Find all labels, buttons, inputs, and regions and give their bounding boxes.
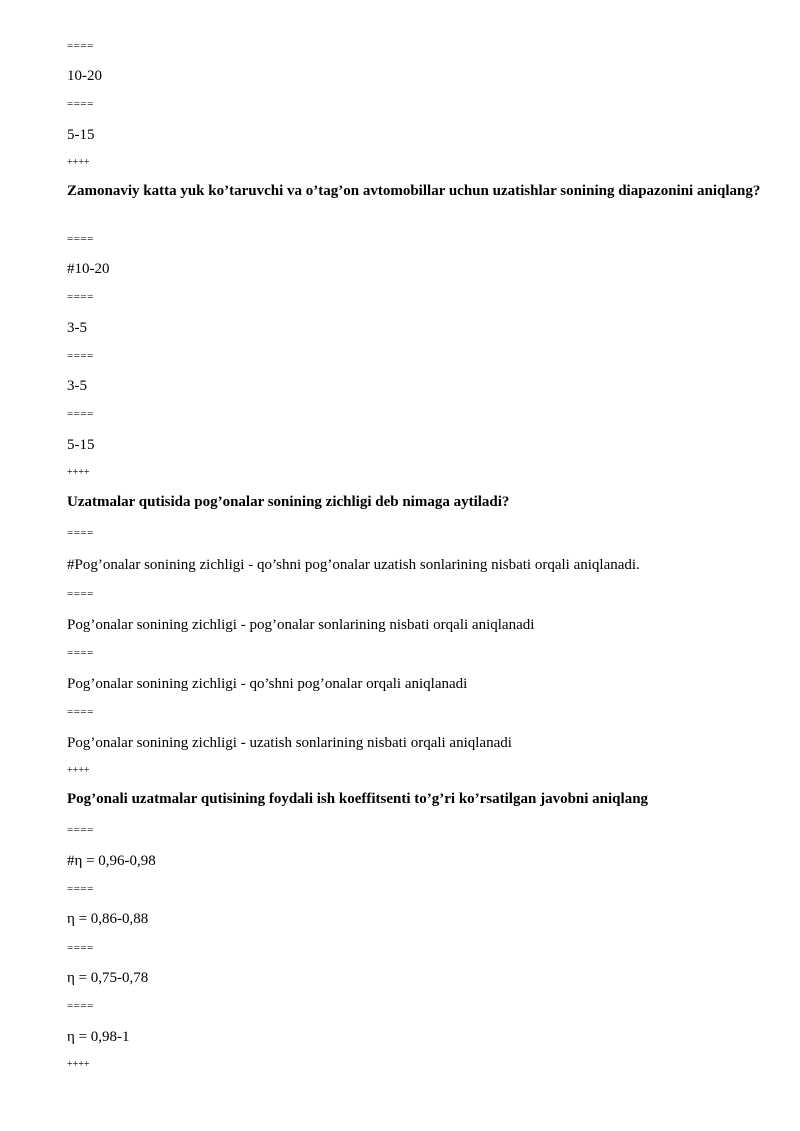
answer-option: Pog’onalar sonining zichligi - uzatish sonlarining nisbati orqali aniqlanadi (67, 735, 512, 751)
answer-option: 3-5 (67, 320, 87, 336)
question-text: Pog’onali uzatmalar qutisining foydali ish koeffitsenti to’g’ri ko’rsatilgan javobni aniqlang (67, 791, 649, 807)
separator: ==== (67, 408, 94, 420)
end-marker: ++++ (67, 765, 90, 776)
separator: ==== (67, 98, 94, 110)
answer-option-correct: #Pog’onalar sonining zichligi - qo’shni pog’onalar uzatish sonlarining nisbati orqali aniqlanadi. (67, 557, 640, 573)
separator: ==== (67, 883, 94, 895)
end-marker: ++++ (67, 1059, 90, 1070)
separator: ==== (67, 647, 94, 659)
answer-option-correct: #10-20 (67, 261, 110, 277)
question-text: Uzatmalar qutisida pog’onalar sonining zichligi deb nimaga aytiladi? (67, 494, 510, 510)
answer-option: η = 0,98-1 (67, 1029, 130, 1045)
separator: ==== (67, 588, 94, 600)
separator: ==== (67, 1000, 94, 1012)
separator: ==== (67, 706, 94, 718)
answer-option: Pog’onalar sonining zichligi - pog’onalar sonlarining nisbati orqali aniqlanadi (67, 617, 535, 633)
separator: ==== (67, 527, 94, 539)
question-text: Zamonaviy katta yuk ko’taruvchi va o’tag’on avtomobillar uchun uzatishlar sonining diapazonini aniqlang? (67, 183, 761, 199)
separator: ==== (67, 350, 94, 362)
separator: ==== (67, 233, 94, 245)
answer-option: η = 0,75-0,78 (67, 970, 149, 986)
separator: ==== (67, 824, 94, 836)
end-marker: ++++ (67, 467, 90, 478)
answer-option: 3-5 (67, 378, 87, 394)
answer-option: η = 0,86-0,88 (67, 911, 149, 927)
answer-option: 5-15 (67, 437, 95, 453)
answer-option: 10-20 (67, 68, 102, 84)
answer-option-correct: #η = 0,96-0,98 (67, 853, 156, 869)
separator: ==== (67, 942, 94, 954)
separator: ==== (67, 291, 94, 303)
answer-option: 5-15 (67, 127, 95, 143)
answer-option: Pog’onalar sonining zichligi - qo’shni pog’onalar orqali aniqlanadi (67, 676, 468, 692)
separator: ==== (67, 40, 94, 52)
end-marker: ++++ (67, 157, 90, 168)
